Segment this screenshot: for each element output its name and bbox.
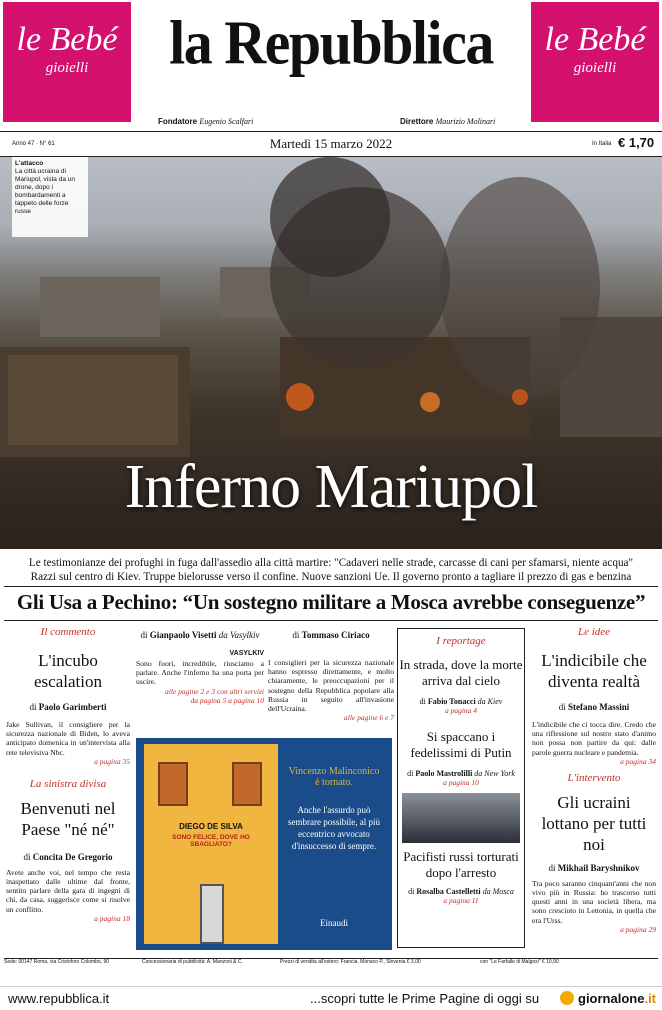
masthead: la Repubblica bbox=[169, 7, 493, 78]
page-ref[interactable]: a pagina 10 bbox=[443, 778, 479, 787]
right-column bbox=[532, 626, 656, 934]
byline: di Fabio Tonacci da Kiev bbox=[419, 697, 503, 706]
ad-right[interactable] bbox=[531, 2, 659, 122]
page-ref[interactable]: a pagina 18 bbox=[94, 913, 130, 923]
article-title[interactable]: Gli ucraini lottano per tutti noi bbox=[541, 792, 647, 854]
book-cover bbox=[144, 744, 278, 944]
article-body: I consiglieri per la sicurezza nazionale hanno espresso direttamente, e molto chiaramente, le preoccupazioni per il sostegno della Repubblica popolare alla Russia in seguito all'invasione dell'Ucraina. bbox=[268, 658, 394, 714]
main-headline[interactable]: Inferno Mariupol bbox=[124, 453, 538, 521]
article-body: Sono fuori, incredibile, riusciamo a parlare. Anche l'inferno ha una porta per uscire. bbox=[136, 659, 264, 687]
byline: di Concita De Gregorio bbox=[23, 851, 113, 862]
book-text: Anche l'assurdo può sembrare possibile, al più eccentrico avvocato d'insuccesso di sempre. bbox=[288, 805, 380, 851]
page-ref[interactable]: da pagina 5 a pagina 10 bbox=[190, 695, 264, 705]
byline: di Paolo Garimberti bbox=[29, 702, 107, 712]
window-graphic bbox=[232, 762, 262, 806]
footer bbox=[0, 986, 662, 1010]
site-link[interactable]: www.repubblica.it bbox=[8, 991, 110, 1006]
cover-title: SONO FELICE, DOVE HO SBAGLIATO? bbox=[172, 834, 250, 848]
book-author: Vincenzo Malinconico è tornato. bbox=[288, 766, 380, 788]
article-title[interactable]: Pacifisti russi torturati dopo l'arresto bbox=[403, 849, 519, 880]
page-ref[interactable]: alle pagine 6 e 7 bbox=[344, 713, 394, 723]
price-label: In Italia bbox=[592, 141, 612, 147]
window-graphic bbox=[158, 762, 188, 806]
page-ref[interactable]: a pagina 4 bbox=[444, 706, 478, 715]
place: VASYLKIV bbox=[229, 650, 264, 657]
kicker: Il commento bbox=[40, 626, 96, 638]
article-title[interactable]: L'incubo escalation bbox=[34, 651, 102, 691]
article-body: Avete anche voi, nel tempo che resta inaspettato dalle ultime dal fronte, sentito parlare della gara di ingegni di chi, da casa, suggerisce come si risolve un conflitto. bbox=[6, 867, 130, 914]
left-column bbox=[6, 626, 130, 923]
reportage-box bbox=[397, 628, 525, 948]
cover-author: DIEGO DE SILVA bbox=[179, 822, 243, 831]
page-ref[interactable]: a pagina 11 bbox=[443, 896, 479, 905]
article-body: Jake Sullivan, il consigliere per la sicurezza nazionale di Biden, lo aveva anticipato domenica in un'intervista alla rete televisiva Nbc. bbox=[6, 720, 130, 757]
giornalone-link[interactable]: giornalone.it bbox=[578, 991, 657, 1006]
ad-sub: gioielli bbox=[45, 60, 89, 76]
ad-sub: gioielli bbox=[573, 60, 617, 76]
byline: di Paolo Mastrolilli da New York bbox=[407, 769, 515, 778]
publisher: Einaudi bbox=[320, 918, 348, 928]
page-ref[interactable]: alle pagine 2 e 3 con altri servizi bbox=[165, 686, 264, 696]
photo-caption: L'attacco La città ucraina di Mariupol, vista da un drone, dopo i bombardamenti a tappeto delle forze russe bbox=[12, 157, 88, 237]
deck: Le testimonianze dei profughi in fuga dall'assedio alla città martire: "Cadaveri nelle strade, carcasse di cani per sfamarsi, niente acqua" Razzi sul centro di Kiev. Truppe bielorusse verso il confine. Nuove sanzioni Ue. Il governo pronto a tagliare il prezzo di gas e benzina bbox=[28, 557, 634, 583]
giornalone-icon bbox=[560, 991, 574, 1005]
director-line: Direttore Maurizio Molinari bbox=[400, 117, 496, 126]
page-ref[interactable]: a pagina 35 bbox=[94, 756, 130, 766]
door-graphic bbox=[200, 884, 224, 944]
ad-brand: le Bebé bbox=[16, 21, 118, 58]
divider bbox=[4, 620, 658, 621]
article-body: Tra poco saranno cinquant'anni che non vivo più in Russia: ho trascorso tutti questi anni in una società libera, ma sono cresciuto in Lettonia, in quella che era l'Urss. bbox=[532, 878, 656, 925]
price: € 1,70 bbox=[618, 135, 655, 150]
middle-column-2 bbox=[268, 630, 394, 722]
article-title[interactable]: In strada, dove la morte arriva dal cielo bbox=[399, 657, 523, 688]
article-title[interactable]: L'indicibile che diventa realtà bbox=[541, 651, 647, 691]
page-ref[interactable]: a pagina 34 bbox=[620, 756, 656, 766]
middle-column-1 bbox=[136, 630, 264, 705]
date: Martedì 15 marzo 2022 bbox=[269, 136, 393, 151]
byline: di Tommaso Ciriaco bbox=[292, 630, 370, 640]
divider bbox=[4, 586, 658, 587]
bottom-strip: Sede: 00147 Roma, via Cristoforo Colombo, 90 Concessionaria di pubblicità: A. Manzoni & C. Prezzi di vendita all'estero: Francia, Monaco P., Slovenia € 3,00 con "Le Farfalle di Malgosi" € 10,90 bbox=[4, 958, 658, 984]
ad-brand: le Bebé bbox=[544, 21, 646, 58]
reportage-photo bbox=[402, 793, 520, 843]
kicker: Le idee bbox=[577, 626, 611, 638]
article-body: L'indicibile che ci tocca dire. Credo che una riflessione sul nostro stato d'animo non possa non partire da qui: dalle parole guerra nucleare e pandemia. bbox=[532, 720, 656, 757]
byline: di Gianpaolo Visetti da Vasylkiv bbox=[140, 630, 260, 640]
byline: di Stefano Massini bbox=[558, 702, 630, 712]
article-title[interactable]: Benvenuti nel Paese "né né" bbox=[20, 798, 116, 839]
dateline bbox=[0, 131, 662, 157]
kicker: I reportage bbox=[436, 635, 486, 647]
byline: di Rosalba Castelletti da Mosca bbox=[408, 887, 514, 896]
issue-number: Anno 47 · N° 61 bbox=[12, 141, 55, 147]
byline: di Mikhail Baryshnikov bbox=[548, 862, 640, 873]
founder-line: Fondatore Eugenio Scalfari bbox=[158, 117, 254, 126]
footer-text: ...scopri tutte le Prime Pagine di oggi su bbox=[310, 991, 540, 1006]
kicker: La sinistra divisa bbox=[29, 777, 107, 790]
article-title[interactable]: Si spaccano i fedelissimi di Putin bbox=[410, 729, 512, 760]
ad-left[interactable] bbox=[3, 2, 131, 122]
second-headline[interactable]: Gli Usa a Pechino: “Un sostegno militare a Mosca avrebbe conseguenze” bbox=[16, 590, 646, 614]
page-ref[interactable]: a pagina 29 bbox=[620, 924, 656, 934]
kicker: L'intervento bbox=[567, 771, 621, 784]
book-ad[interactable] bbox=[136, 738, 392, 950]
